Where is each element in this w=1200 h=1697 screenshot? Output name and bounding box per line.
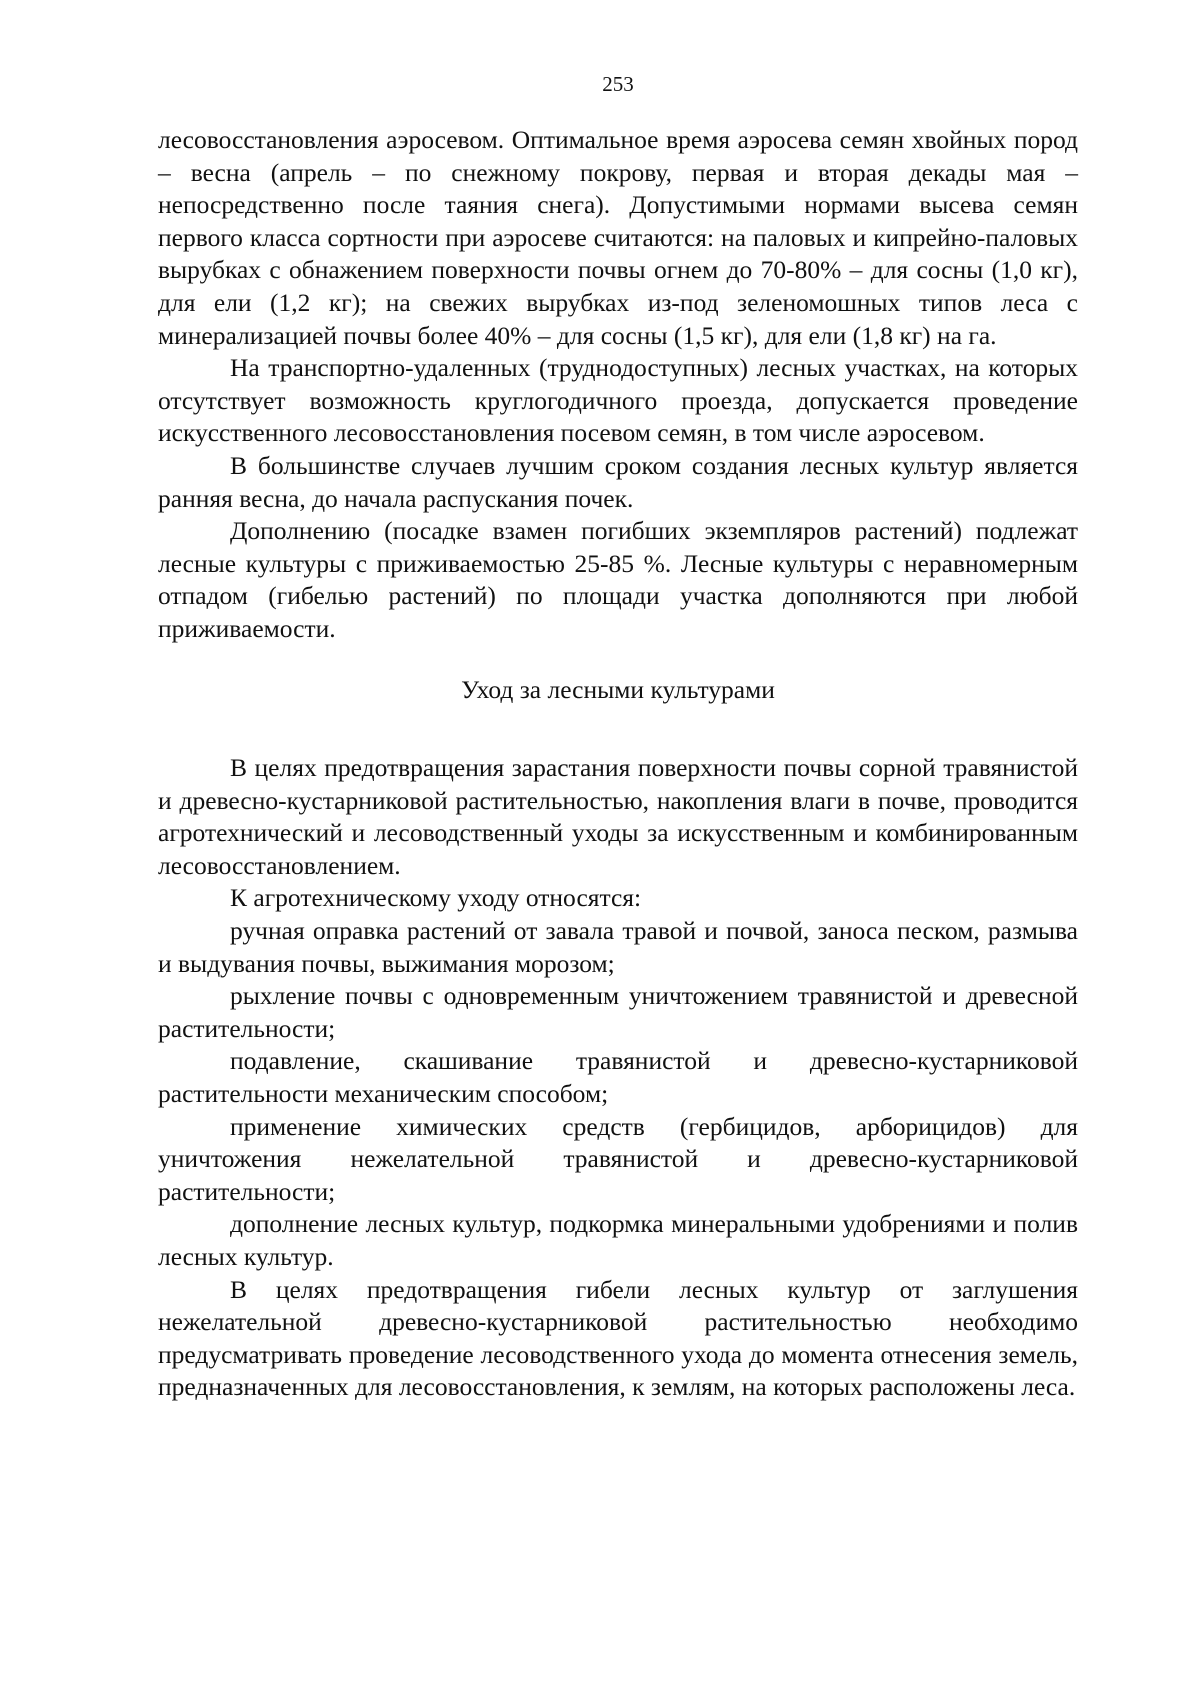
paragraph: В большинстве случаев лучшим сроком создания лесных культур является ранняя весна, до начала распускания почек.: [158, 450, 1078, 513]
paragraph: К агротехническому уходу относятся:: [230, 883, 642, 913]
list-item: применение химических средств (гербицидов, арборицидов) для уничтожения нежелательной травянистой и древесно-кустарниковой растительности;: [158, 1111, 1078, 1206]
section-heading: Уход за лесными культурами: [461, 674, 775, 704]
list-item: рыхление почвы с одновременным уничтожением травянистой и древесной растительности;: [158, 981, 1078, 1043]
paragraph: На транспортно-удаленных (труднодоступных) лесных участках, на которых отсутствует возможность круглогодичного проезда, допускается проведение искусственного лесовосстановления посевом семян, в том числе аэросевом.: [158, 353, 1078, 448]
list-item: дополнение лесных культур, подкормка минеральными удобрениями и полив лесных культур.: [158, 1209, 1078, 1271]
list-item: ручная оправка растений от завала травой и почвой, заноса песком, размыва и выдувания почвы, выжимания морозом;: [158, 916, 1078, 978]
list-item: подавление, скашивание травянистой и древесно-кустарниковой растительности механическим способом;: [158, 1046, 1078, 1109]
paragraph: Дополнению (посадке взамен погибших экземпляров растений) подлежат лесные культуры с приживаемостью 25-85 %. Лесные культуры с неравномерным отпадом (гибелью растений) по площади участка дополняются при любой приживаемости.: [158, 516, 1078, 643]
page-number: 253: [602, 72, 634, 96]
paragraph: В целях предотвращения гибели лесных культур от заглушения нежелательной древесно-кустарниковой растительностью необходимо предусматривать проведение лесоводственного ухода до момента отнесения земель, предназначенных для лесовосстановления, к землям, на которых расположены леса.: [158, 1274, 1078, 1402]
paragraph: лесовосстановления аэросевом. Оптимальное время аэросева семян хвойных пород – весна (апрель – по снежному покрову, первая и вторая декады мая – непосредственно после таяния снега). Допустимыми нормами высева семян первого класса сортности при аэросеве считаются: на паловых и кипрейно-паловых вырубках с обнажением поверхности почвы огнем до 70-80% – для сосны (1,0 кг), для ели (1,2 кг); на свежих вырубках из-под зеленомошных типов леса с минерализацией почвы более 40% – для сосны (1,5 кг), для ели (1,8 кг) на га.: [158, 125, 1078, 350]
paragraph: В целях предотвращения зарастания поверхности почвы сорной травянистой и древесно-кустарниковой растительностью, накопления влаги в почве, проводится агротехнический и лесоводственный уходы за искусственным и комбинированным лесовосстановлением.: [158, 753, 1078, 880]
document-page: [158, 70, 1078, 1404]
